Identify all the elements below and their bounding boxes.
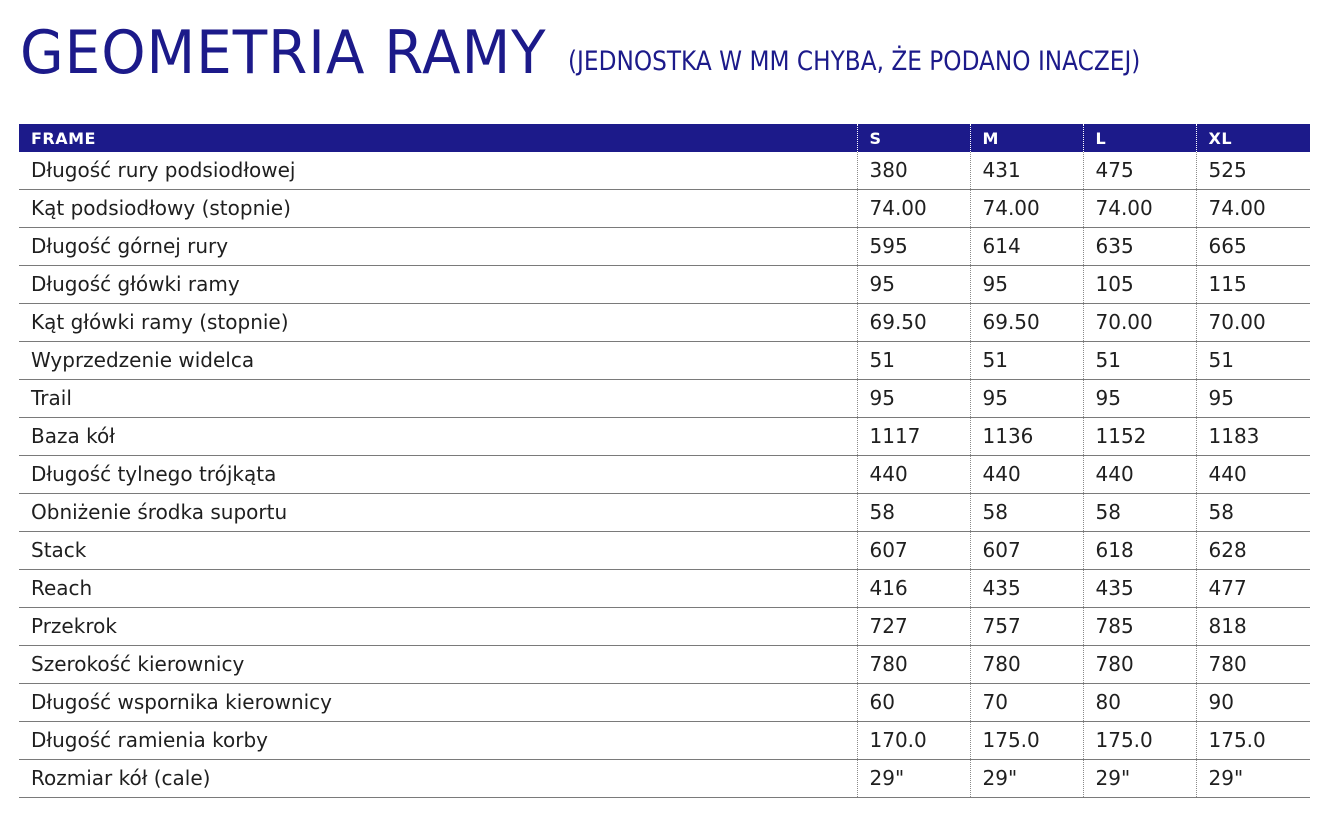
- row-label: Szerokość kierownicy: [19, 646, 857, 684]
- row-label: Długość główki ramy: [19, 266, 857, 304]
- row-value: 95: [970, 266, 1083, 304]
- row-value: 80: [1083, 684, 1196, 722]
- row-value: 58: [1083, 494, 1196, 532]
- row-value: 628: [1196, 532, 1310, 570]
- row-label: Długość rury podsiodłowej: [19, 152, 857, 190]
- row-value: 780: [1083, 646, 1196, 684]
- row-value: 435: [1083, 570, 1196, 608]
- row-value: 74.00: [857, 190, 970, 228]
- row-label: Kąt podsiodłowy (stopnie): [19, 190, 857, 228]
- table-body: [19, 152, 1310, 798]
- row-label: Wyprzedzenie widelca: [19, 342, 857, 380]
- row-value: 440: [1196, 456, 1310, 494]
- row-value: 95: [1196, 380, 1310, 418]
- row-label: Obniżenie środka suportu: [19, 494, 857, 532]
- row-label: Rozmiar kół (cale): [19, 760, 857, 798]
- row-value: 29": [970, 760, 1083, 798]
- table-row: [19, 456, 1310, 494]
- table-row: [19, 570, 1310, 608]
- row-value: 29": [1196, 760, 1310, 798]
- row-label: Długość górnej rury: [19, 228, 857, 266]
- row-label: Baza kół: [19, 418, 857, 456]
- row-value: 440: [857, 456, 970, 494]
- row-value: 175.0: [970, 722, 1083, 760]
- row-value: 477: [1196, 570, 1310, 608]
- table-header-row: [19, 124, 1310, 152]
- row-label: Długość tylnego trójkąta: [19, 456, 857, 494]
- row-value: 1117: [857, 418, 970, 456]
- header-size-s: S: [857, 124, 970, 152]
- table-row: [19, 494, 1310, 532]
- row-value: 58: [970, 494, 1083, 532]
- row-value: 665: [1196, 228, 1310, 266]
- header-size-l: L: [1083, 124, 1196, 152]
- row-value: 175.0: [1196, 722, 1310, 760]
- row-value: 416: [857, 570, 970, 608]
- row-value: 780: [1196, 646, 1310, 684]
- row-value: 95: [1083, 380, 1196, 418]
- row-value: 607: [970, 532, 1083, 570]
- row-value: 51: [970, 342, 1083, 380]
- row-value: 635: [1083, 228, 1196, 266]
- row-value: 69.50: [970, 304, 1083, 342]
- table-row: [19, 266, 1310, 304]
- header-size-xl: XL: [1196, 124, 1310, 152]
- table-row: [19, 190, 1310, 228]
- row-value: 70.00: [1196, 304, 1310, 342]
- row-value: 440: [970, 456, 1083, 494]
- row-value: 170.0: [857, 722, 970, 760]
- row-value: 105: [1083, 266, 1196, 304]
- table-row: [19, 304, 1310, 342]
- row-value: 29": [857, 760, 970, 798]
- row-value: 618: [1083, 532, 1196, 570]
- row-value: 58: [857, 494, 970, 532]
- table-row: [19, 228, 1310, 266]
- row-value: 69.50: [857, 304, 970, 342]
- header-frame: FRAME: [19, 124, 857, 152]
- row-value: 607: [857, 532, 970, 570]
- row-value: 1152: [1083, 418, 1196, 456]
- table-row: [19, 608, 1310, 646]
- row-value: 74.00: [1196, 190, 1310, 228]
- table-row: [19, 760, 1310, 798]
- table-row: [19, 380, 1310, 418]
- row-label: Kąt główki ramy (stopnie): [19, 304, 857, 342]
- row-value: 1183: [1196, 418, 1310, 456]
- row-value: 95: [857, 266, 970, 304]
- row-value: 95: [857, 380, 970, 418]
- row-value: 90: [1196, 684, 1310, 722]
- row-label: Stack: [19, 532, 857, 570]
- row-value: 175.0: [1083, 722, 1196, 760]
- table-row: [19, 152, 1310, 190]
- row-label: Długość wspornika kierownicy: [19, 684, 857, 722]
- row-value: 380: [857, 152, 970, 190]
- row-value: 595: [857, 228, 970, 266]
- row-value: 475: [1083, 152, 1196, 190]
- table-row: [19, 532, 1310, 570]
- row-value: 525: [1196, 152, 1310, 190]
- row-value: 115: [1196, 266, 1310, 304]
- table-row: [19, 342, 1310, 380]
- row-label: Reach: [19, 570, 857, 608]
- row-value: 727: [857, 608, 970, 646]
- row-value: 29": [1083, 760, 1196, 798]
- row-value: 1136: [970, 418, 1083, 456]
- table-row: [19, 418, 1310, 456]
- row-value: 51: [857, 342, 970, 380]
- row-value: 435: [970, 570, 1083, 608]
- table-row: [19, 684, 1310, 722]
- page-header: [20, 6, 1234, 86]
- row-value: 785: [1083, 608, 1196, 646]
- row-value: 60: [857, 684, 970, 722]
- row-value: 780: [970, 646, 1083, 684]
- row-value: 780: [857, 646, 970, 684]
- row-label: Przekrok: [19, 608, 857, 646]
- row-value: 818: [1196, 608, 1310, 646]
- table-row: [19, 722, 1310, 760]
- page-title: GEOMETRIA RAMY: [20, 18, 547, 88]
- row-value: 431: [970, 152, 1083, 190]
- table-row: [19, 646, 1310, 684]
- page-subtitle: (JEDNOSTKA W MM CHYBA, ŻE PODANO INACZEJ): [568, 46, 1141, 77]
- row-label: Długość ramienia korby: [19, 722, 857, 760]
- row-value: 74.00: [970, 190, 1083, 228]
- row-value: 58: [1196, 494, 1310, 532]
- row-value: 74.00: [1083, 190, 1196, 228]
- row-label: Trail: [19, 380, 857, 418]
- row-value: 614: [970, 228, 1083, 266]
- row-value: 440: [1083, 456, 1196, 494]
- row-value: 95: [970, 380, 1083, 418]
- row-value: 51: [1196, 342, 1310, 380]
- geometry-table: [19, 124, 1310, 798]
- header-size-m: M: [970, 124, 1083, 152]
- row-value: 51: [1083, 342, 1196, 380]
- row-value: 70: [970, 684, 1083, 722]
- row-value: 70.00: [1083, 304, 1196, 342]
- row-value: 757: [970, 608, 1083, 646]
